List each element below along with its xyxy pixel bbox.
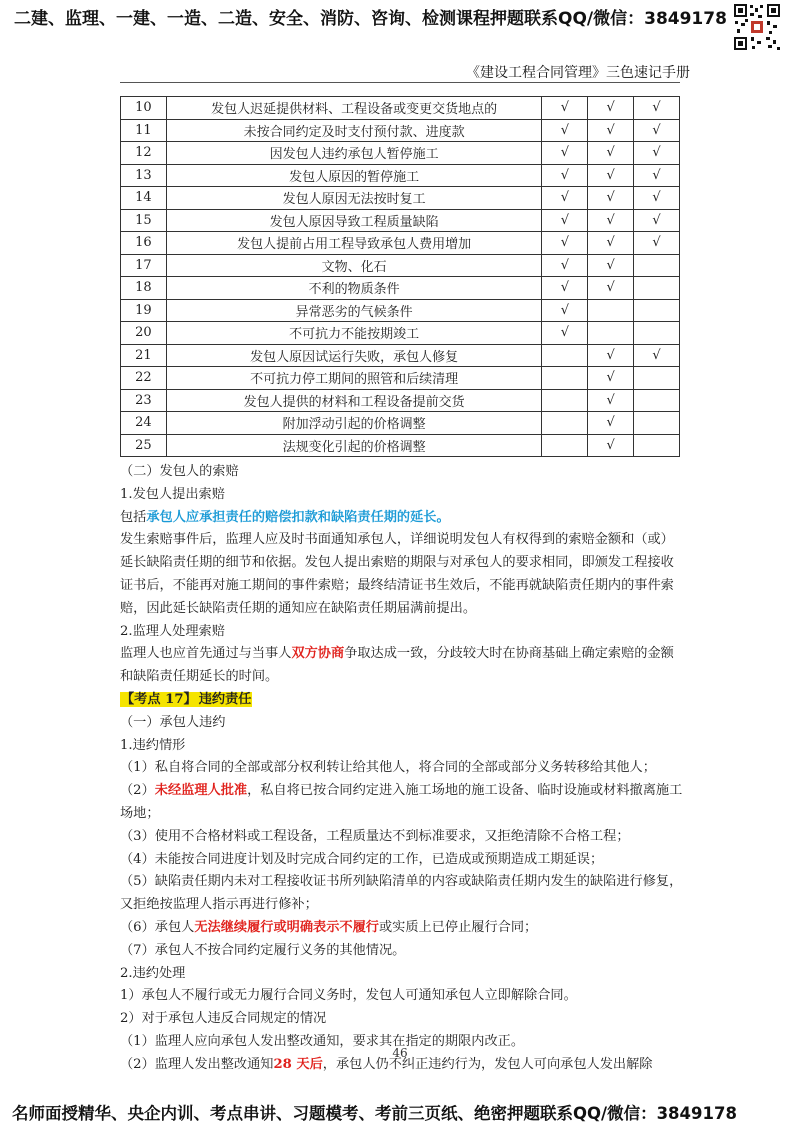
row-number: 13 (121, 164, 167, 187)
table-row (121, 254, 680, 277)
row-number: 24 (121, 412, 167, 435)
row-number: 22 (121, 367, 167, 390)
check-cell (542, 412, 588, 435)
top-banner: 二建、监理、一建、一造、二造、安全、消防、咨询、检测课程押题联系QQ/微信：3849178 (14, 9, 727, 29)
row-item: 发包人原因无法按时复工 (166, 187, 542, 210)
row-item: 不可抗力停工期间的照管和后续清理 (166, 367, 542, 390)
row-item: 法规变化引起的价格调整 (166, 434, 542, 457)
bottom-banner: 名师面授精华、央企内训、考点串讲、习题模考、考前三页纸、绝密押题联系QQ/微信：3849178 (12, 1104, 737, 1123)
check-cell: √ (542, 254, 588, 277)
list-item (120, 917, 685, 940)
table-row (121, 97, 680, 120)
text-run: 或实质上已停止履行合同； (378, 919, 538, 935)
list-item: （1）监理人应向承包人发出整改通知，要求其在指定的期限内改正。 (120, 1033, 525, 1049)
row-number: 19 (121, 299, 167, 322)
text-run: （2）监理人发出整改通知 (120, 1056, 274, 1072)
table-row (121, 164, 680, 187)
check-cell: √ (542, 322, 588, 345)
row-item: 发包人提供的材料和工程设备提前交货 (166, 389, 542, 412)
check-cell (634, 299, 680, 322)
check-cell: √ (542, 119, 588, 142)
list-item: （4）未能按合同进度计划及时完成合同约定的工作，已造成或预期造成工期延误； (120, 851, 604, 867)
table-row (121, 344, 680, 367)
check-cell: √ (542, 209, 588, 232)
list-item: （5）缺陷责任期内未对工程接收证书所列缺陷清单的内容或缺陷责任期内发生的缺陷进行修复，又拒绝按监理人指示再进行修补； (120, 874, 683, 913)
check-cell: √ (634, 344, 680, 367)
check-cell: √ (588, 187, 634, 210)
kaodian-heading (120, 689, 685, 712)
claims-table (120, 96, 680, 457)
check-cell: √ (634, 97, 680, 120)
paragraph (120, 507, 685, 530)
check-cell (542, 434, 588, 457)
row-item: 异常恶劣的气候条件 (166, 299, 542, 322)
row-number: 14 (121, 187, 167, 210)
kaodian-title: 违约责任 (198, 691, 252, 707)
check-cell: √ (588, 119, 634, 142)
subsection-heading: 1.违约情形 (120, 737, 186, 753)
check-cell (634, 277, 680, 300)
table-row (121, 277, 680, 300)
row-item: 附加浮动引起的价格调整 (166, 412, 542, 435)
check-cell (634, 389, 680, 412)
text-run: ，承包人仍不纠正违约行为，发包人可向承包人发出解除 (322, 1056, 653, 1072)
check-cell: √ (588, 97, 634, 120)
row-number: 21 (121, 344, 167, 367)
check-cell: √ (634, 209, 680, 232)
row-item: 发包人原因试运行失败，承包人修复 (166, 344, 542, 367)
row-item: 不可抗力不能按期竣工 (166, 322, 542, 345)
list-item: （7）承包人不按合同约定履行义务的其他情况。 (120, 942, 406, 958)
check-cell: √ (542, 142, 588, 165)
row-number: 25 (121, 434, 167, 457)
running-title: 《建设工程合同管理》三色速记手册 (466, 65, 690, 81)
check-cell: √ (634, 232, 680, 255)
qr-code-icon (733, 3, 781, 51)
table-row (121, 299, 680, 322)
check-cell (542, 344, 588, 367)
check-cell: √ (588, 412, 634, 435)
paragraph (120, 643, 685, 689)
list-item (120, 780, 685, 826)
text-run: 争取达成一致，分歧较大时在协商基础上确定索赔的金额和缺陷责任期延长的时间。 (120, 646, 674, 685)
text-run: （6）承包人 (120, 919, 195, 935)
text-run: ，私自将已按合同约定进入施工场地的施工设备、临时设施或材料撤离施工场地； (120, 783, 683, 821)
header-rule (120, 82, 680, 83)
row-number: 20 (121, 322, 167, 345)
red-emphasis: 未经监理人批准 (154, 783, 248, 799)
row-item: 发包人提前占用工程导致承包人费用增加 (166, 232, 542, 255)
red-emphasis: 无法继续履行或明确表示不履行 (194, 919, 379, 935)
table-row (121, 322, 680, 345)
check-cell (634, 322, 680, 345)
table-row (121, 209, 680, 232)
table-row (121, 187, 680, 210)
check-cell: √ (588, 434, 634, 457)
check-cell (634, 367, 680, 390)
table-row (121, 232, 680, 255)
check-cell: √ (542, 232, 588, 255)
row-item: 文物、化石 (166, 254, 542, 277)
kaodian-tag: 【考点 17】 (121, 691, 197, 707)
table-row (121, 389, 680, 412)
check-cell: √ (588, 209, 634, 232)
check-cell: √ (542, 277, 588, 300)
check-cell: √ (588, 254, 634, 277)
text-run: （2） (120, 783, 155, 799)
section-heading: （二）发包人的索赔 (120, 464, 239, 479)
check-cell: √ (588, 142, 634, 165)
table-row (121, 367, 680, 390)
check-cell: √ (588, 367, 634, 390)
row-number: 11 (121, 119, 167, 142)
check-cell (634, 434, 680, 457)
row-item: 不利的物质条件 (166, 277, 542, 300)
page-number: 46 (392, 1046, 408, 1060)
check-cell (588, 322, 634, 345)
paragraph: 发生索赔事件后，监理人应及时书面通知承包人，详细说明发包人有权得到的索赔金额和（或）延长缺陷责任期的细节和依据。发包人提出索赔的期限与对承包人的要求相同，即颁发工程接收证书后，不能再对施工期间的事件索赔；最终结清证书生效后，不能再就缺陷责任期内的事件索赔，因此延长缺陷责任期的通知应在缺陷责任期届满前提出。 (120, 532, 674, 616)
subsection-heading: 2.监理人处理索赔 (120, 623, 225, 639)
check-cell (542, 389, 588, 412)
row-item: 发包人迟延提供材料、工程设备或变更交货地点的 (166, 97, 542, 120)
blue-emphasis: 承包人应承担责任的赔偿扣款和缺陷责任期的延长。 (146, 509, 450, 525)
row-number: 10 (121, 97, 167, 120)
check-cell: √ (634, 119, 680, 142)
list-item: 2）对于承包人违反合同规定的情况 (120, 1011, 327, 1027)
check-cell (542, 367, 588, 390)
row-item: 未按合同约定及时支付预付款、进度款 (166, 119, 542, 142)
subsection-heading: 1.发包人提出索赔 (120, 486, 225, 502)
check-cell (634, 254, 680, 277)
red-emphasis: 双方协商 (291, 646, 345, 662)
check-cell: √ (634, 187, 680, 210)
row-item: 发包人原因导致工程质量缺陷 (166, 209, 542, 232)
text-run: 包括 (120, 509, 147, 525)
section-heading: （一）承包人违约 (120, 714, 226, 730)
table-row (121, 119, 680, 142)
check-cell: √ (542, 97, 588, 120)
list-item: （3）使用不合格材料或工程设备，工程质量达不到标准要求，又拒绝清除不合格工程； (120, 828, 630, 844)
check-cell: √ (588, 277, 634, 300)
check-cell: √ (634, 142, 680, 165)
row-number: 15 (121, 209, 167, 232)
row-number: 23 (121, 389, 167, 412)
check-cell: √ (588, 389, 634, 412)
check-cell: √ (588, 344, 634, 367)
subsection-heading: 2.违约处理 (120, 965, 186, 981)
row-number: 18 (121, 277, 167, 300)
table-row (121, 142, 680, 165)
row-number: 16 (121, 232, 167, 255)
row-number: 17 (121, 254, 167, 277)
row-number: 12 (121, 142, 167, 165)
check-cell: √ (542, 187, 588, 210)
check-cell (588, 299, 634, 322)
table-row (121, 434, 680, 457)
check-cell: √ (588, 232, 634, 255)
red-emphasis: 28 天后 (273, 1056, 323, 1072)
body-text (120, 461, 685, 1077)
row-item: 因发包人违约承包人暂停施工 (166, 142, 542, 165)
check-cell: √ (542, 164, 588, 187)
table-row (121, 412, 680, 435)
row-item: 发包人原因的暂停施工 (166, 164, 542, 187)
check-cell: √ (634, 164, 680, 187)
check-cell: √ (542, 299, 588, 322)
list-item: 1）承包人不履行或无力履行合同义务时，发包人可通知承包人立即解除合同。 (120, 988, 577, 1004)
list-item: （1）私自将合同的全部或部分权利转让给其他人，将合同的全部或部分义务转移给其他人； (120, 760, 656, 776)
text-run: 监理人也应首先通过与当事人 (120, 646, 292, 662)
check-cell: √ (588, 164, 634, 187)
check-cell (634, 412, 680, 435)
